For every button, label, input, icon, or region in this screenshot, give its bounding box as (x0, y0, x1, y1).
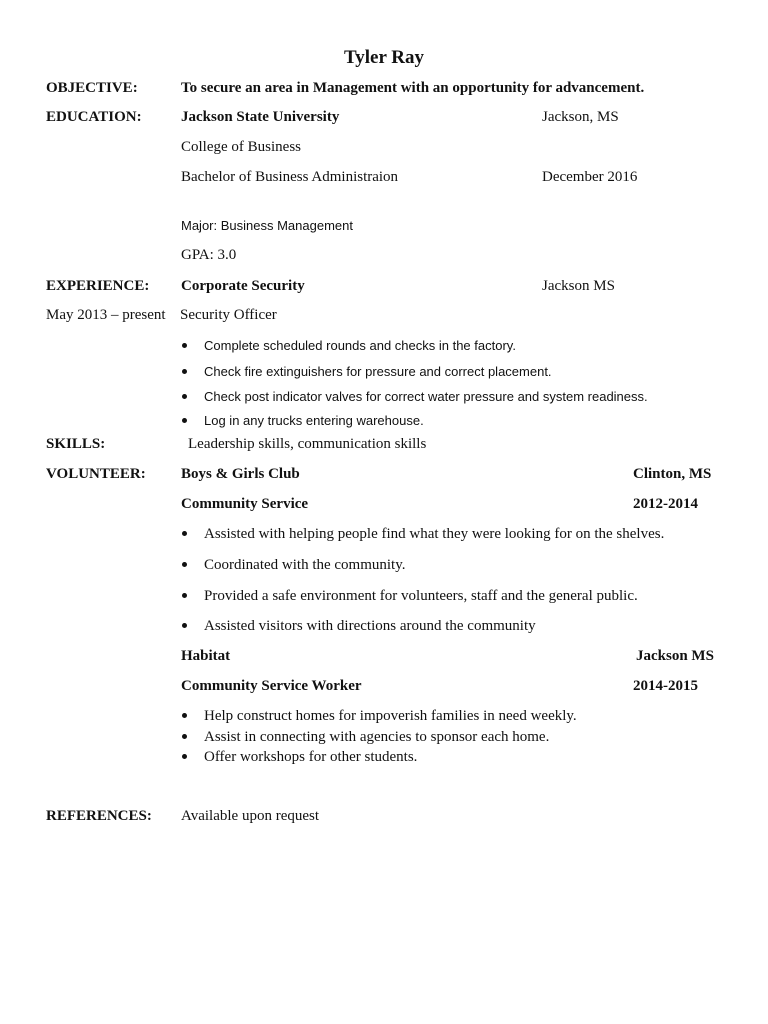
bullet-icon (182, 713, 187, 718)
resume-name: Tyler Ray (343, 47, 425, 68)
volunteer-bullet: Assist in connecting with agencies to sponsor each home. (204, 729, 550, 745)
bullet-icon (182, 754, 187, 759)
experience-location: Jackson MS (542, 278, 615, 294)
education-school: Jackson State University (181, 109, 340, 125)
bullet-icon (182, 734, 187, 739)
education-date: December 2016 (542, 169, 638, 185)
bullet-icon (182, 623, 187, 628)
volunteer-bullet: Provided a safe environment for volunteers, staff and the general public. (204, 588, 638, 604)
skills-label: SKILLS: (46, 436, 106, 452)
experience-bullet: Log in any trucks entering warehouse. (204, 413, 424, 428)
education-major: Major: Business Management (181, 218, 353, 233)
bullet-icon (182, 394, 187, 399)
education-location: Jackson, MS (542, 109, 619, 125)
experience-bullet: Check post indicator valves for correct water pressure and system readiness. (204, 389, 648, 404)
bullet-icon (182, 562, 187, 567)
volunteer-dates: 2012-2014 (633, 496, 698, 512)
experience-employer: Corporate Security (181, 278, 305, 294)
volunteer-dates: 2014-2015 (633, 678, 698, 694)
volunteer-org-name: Boys & Girls Club (181, 466, 300, 482)
references-label: REFERENCES: (46, 808, 152, 824)
experience-label: EXPERIENCE: (46, 278, 150, 294)
volunteer-bullet: Help construct homes for impoverish families in need weekly. (204, 708, 577, 724)
volunteer-org-location: Clinton, MS (633, 466, 712, 482)
bullet-icon (182, 418, 187, 423)
volunteer-org-location: Jackson MS (636, 648, 714, 664)
volunteer-bullet: Assisted visitors with directions around the community (204, 618, 536, 634)
bullet-icon (182, 369, 187, 374)
education-degree: Bachelor of Business Administraion (181, 169, 399, 185)
education-college: College of Business (181, 139, 301, 155)
experience-dates: May 2013 – present (46, 307, 166, 323)
experience-title: Security Officer (180, 307, 277, 323)
volunteer-label: VOLUNTEER: (46, 466, 146, 482)
references-text: Available upon request (181, 808, 320, 824)
experience-bullet: Complete scheduled rounds and checks in the factory. (204, 338, 516, 353)
volunteer-bullet: Coordinated with the community. (204, 557, 406, 573)
volunteer-org-name: Habitat (181, 648, 231, 664)
experience-bullet: Check fire extinguishers for pressure and correct placement. (204, 364, 552, 379)
volunteer-role: Community Service Worker (181, 678, 362, 694)
bullet-icon (182, 593, 187, 598)
bullet-icon (182, 531, 187, 536)
volunteer-bullet: Offer workshops for other students. (204, 749, 418, 765)
education-gpa: GPA: 3.0 (181, 247, 237, 263)
skills-text: Leadership skills, communication skills (188, 436, 427, 452)
volunteer-bullet: Assisted with helping people find what they were looking for on the shelves. (204, 526, 665, 542)
objective-text: To secure an area in Management with an opportunity for advancement. (181, 80, 645, 96)
education-label: EDUCATION: (46, 109, 142, 125)
volunteer-role: Community Service (181, 496, 309, 512)
bullet-icon (182, 343, 187, 348)
objective-label: OBJECTIVE: (46, 80, 138, 96)
